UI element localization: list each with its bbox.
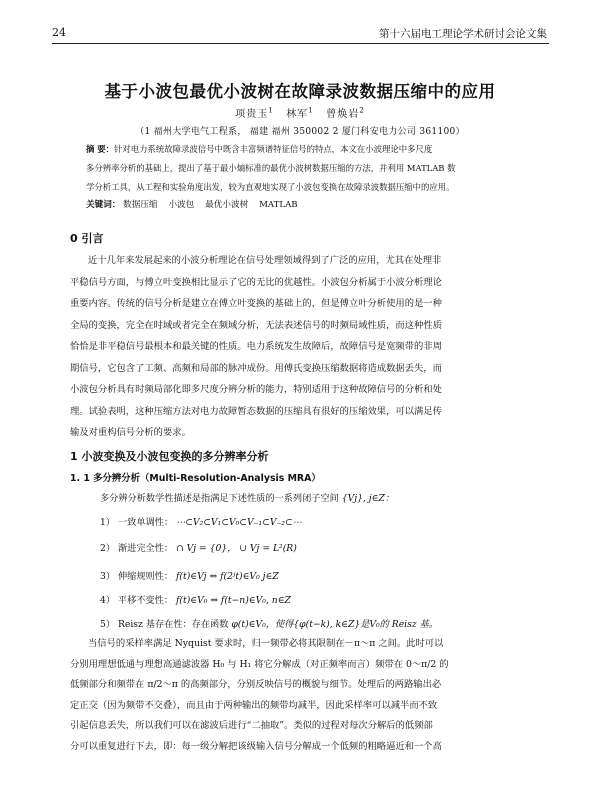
author-list [0, 105, 600, 120]
page-number: 24 [52, 26, 66, 39]
property-number: 1） [100, 517, 116, 528]
mra-intro-math: {Vj}, j∈Z： [341, 493, 395, 504]
body-line: 定正交（因为频带不交叠），而且由于两种输出的频带均减半，因此采样率可以减半而不致 [70, 699, 438, 711]
author-name: 曾焕岩 [326, 109, 360, 120]
journal-title: 第十六届电工理论学术研讨会论文集 [379, 28, 547, 40]
mra-property-4 [100, 592, 291, 606]
author-name: 林军 [286, 109, 309, 120]
keyword: 小波包 [168, 200, 195, 210]
section-heading-0: 0 引言 [70, 232, 104, 245]
body-line: 理。试验表明，这种压缩方法对电力故障暂态数据的压缩具有很好的压缩效果，可以满足传 [70, 405, 442, 417]
mra-intro [100, 490, 394, 504]
header-rule [52, 43, 549, 44]
affiliation: （1 福州大学电气工程系， 福建 福州 350002 2 厦门科安电力公司 361100） [135, 127, 465, 137]
abstract-line: 多分辨率分析的基础上，提出了基于最小熵标准的最优小波树数据压缩的方法，并利用 MATLAB 数 [86, 163, 456, 173]
keywords-label: 关键词： [86, 200, 121, 210]
author-name: 项贵玉 [235, 109, 269, 120]
author-sup: 2 [359, 106, 365, 115]
property-label: 平移不变性： [117, 595, 174, 606]
keyword: MATLAB [259, 200, 298, 210]
property-formula: ∩ Vj = {0}， ∪ Vj = L²(R) [176, 543, 297, 554]
abstract [86, 140, 512, 197]
property-label: 伸缩规则性： [117, 571, 174, 582]
abstract-label: 摘 要： [86, 144, 115, 154]
property-formula: ⋯⊂V₂⊂V₁⊂V₀⊂V₋₁⊂V₋₂⊂⋯ [176, 517, 302, 528]
subsection-heading: 1. 1 多分辨分析（Multi-Resolution-Analysis MRA） [70, 473, 321, 484]
property-formula: φ(t)∈V₀，使得{φ(t−k), k∈Z}是V₀的 Reisz 基。 [231, 619, 438, 630]
body-line: 引起信息丢失，所以我们可以在滤波后进行“二抽取”。类似的过程对每次分解后的低频部 [70, 720, 433, 731]
section-heading-1: 1 小波变换及小波包变换的多分辨率分析 [70, 450, 269, 463]
property-number: 5） [100, 619, 116, 630]
property-label: 一致单调性： [117, 517, 174, 528]
body-line: 平稳信号方面，与傅立叶变换相比显示了它的无比的优越性。小波包分析属于小波分析理论 [70, 276, 442, 288]
section1-body [70, 634, 544, 757]
body-line: 小波包分析具有时频局部化即多尺度分辨分析的能力，特别适用于这种故障信号的分析和处 [70, 384, 442, 395]
abstract-line: 针对电力系统故障录波信号中既含丰富频谱特征信号的特点，本文在小波理论中多尺度 [114, 144, 433, 154]
body-line: 全局的变换，完全在时域或者完全在频域分析，无法表述信号的时频局域性质，而这种性质 [70, 319, 442, 331]
body-line: 近十几年来发展起来的小波分析理论在信号处理领域得到了广泛的应用，尤其在处理非 [88, 255, 442, 266]
body-line: 低频部分和频带在 π/2～π 的高频部分，分别反映信号的概貌与细节。处理后的两路输出必 [70, 679, 442, 690]
property-number: 3） [100, 571, 116, 582]
body-line: 分可以重复进行下去，即：每一级分解把该级输入信号分解成一个低频的粗略逼近和一个高 [70, 740, 442, 752]
running-header [52, 26, 547, 42]
paper-title: 基于小波包最优小波树在故障录波数据压缩中的应用 [104, 82, 496, 101]
keyword: 最优小波树 [205, 200, 249, 210]
body-line: 当信号的采样率满足 Nyquist 要求时，归一频带必将其限制在－π～π 之间。此时可以 [88, 638, 444, 649]
property-formula: f(t)∈V₀ ⇒ f(t−n)∈V₀, n∈Z [176, 595, 291, 606]
property-label: Reisz 基存在性：存在函数 [117, 619, 229, 630]
body-line: 恰恰是非平稳信号最根本和最关键的性质。电力系统发生故障后，故障信号是宽频带的非周 [70, 341, 442, 352]
property-label: 渐进完全性： [117, 543, 174, 554]
abstract-line: 学分析工具，从工程和实验角度出发，较为直观地实现了小波包变换在故障录波数据压缩中的应用。 [86, 182, 455, 192]
body-line: 重要内容。传统的信号分析是建立在傅立叶变换的基础上的，但是傅立叶分析使用的是一种 [70, 298, 442, 309]
body-line: 输及对重构信号分析的要求。 [70, 427, 191, 438]
mra-property-2 [100, 540, 297, 554]
section0-body [70, 250, 544, 444]
mra-property-5 [100, 616, 438, 630]
mra-property-3 [100, 568, 279, 582]
property-number: 2） [100, 543, 116, 554]
author-sup: 1 [308, 106, 314, 115]
keywords [86, 198, 512, 210]
mra-intro-text: 多分辨分析数学性描述是指满足下述性质的一系列闭子空间 [100, 493, 339, 504]
author-sup: 1 [268, 106, 274, 115]
property-formula: f(t)∈Vj ⇔ f(2ʲt)∈V₀ j∈Z [176, 571, 279, 582]
keyword: 数据压缩 [123, 200, 158, 210]
mra-property-1 [100, 514, 302, 528]
property-number: 4） [100, 595, 116, 606]
body-line: 分别用理想低通与理想高通滤波器 H₀ 与 H₁ 将它分解成（对正频率而言）频带在 0～π/2 的 [70, 658, 449, 670]
body-line: 期信号，它包含了工频、高频和局部的脉冲成份。用傅氏变换压缩数据将造成数据丢失，而 [70, 362, 442, 374]
